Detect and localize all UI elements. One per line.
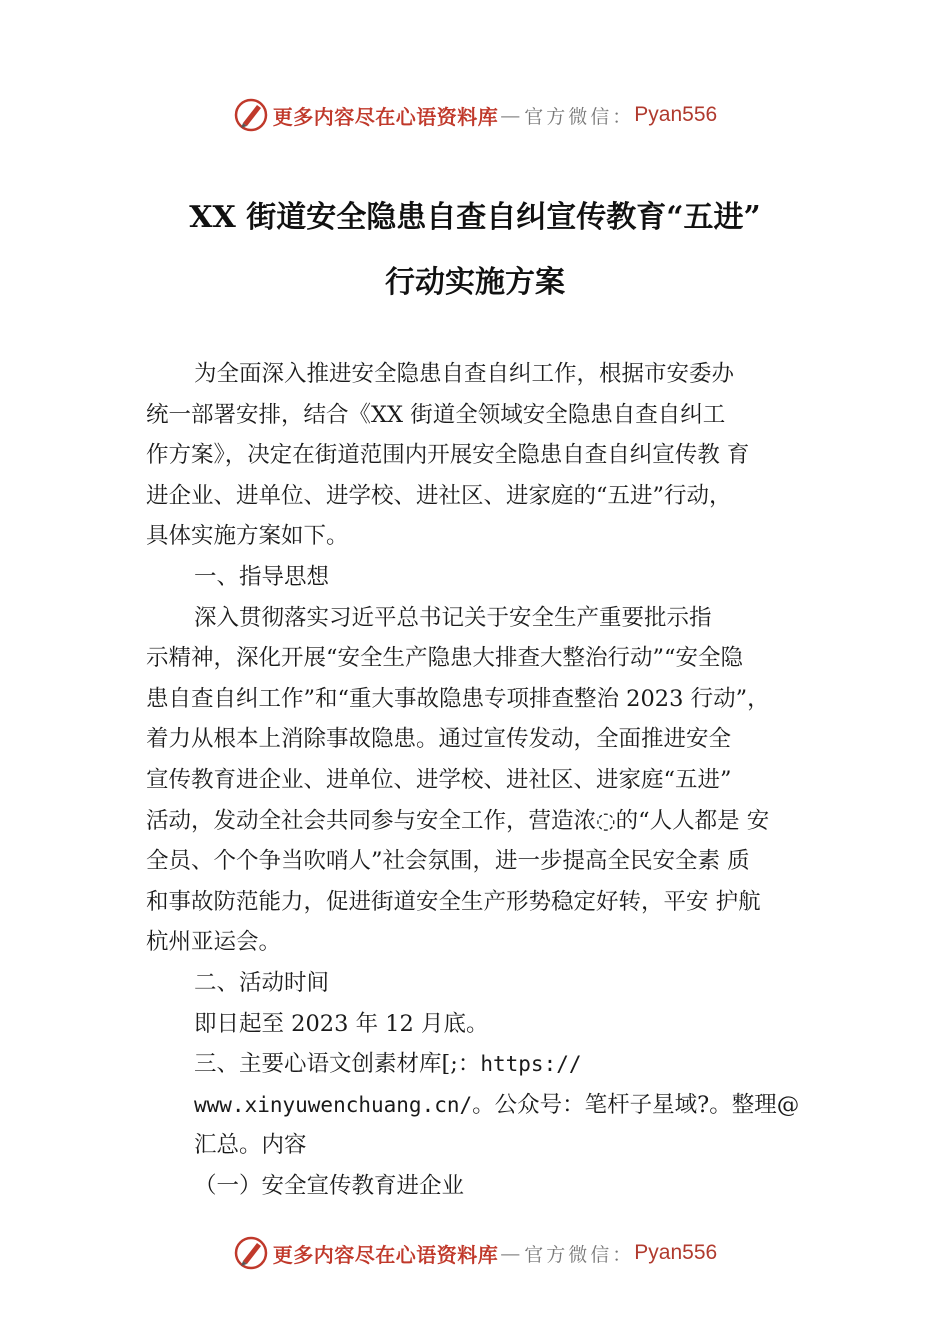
document-title-line-2: 行动实施方案 [385,265,565,300]
section-1-heading: 一、指导思想 [194,563,330,590]
banner-wechat-id: Pyan556 [634,1241,718,1264]
section-3-url-part: https:// [480,1052,582,1077]
section-2-text: 即日起至 2023 年 12 月底。 [194,1010,489,1037]
intro-line: 统一部署安排，结合《XX 街道全领域安全隐患自查自纠工 [146,401,726,428]
section-1-line: 和事故防范能力，促进街道安全生产形势稳定好转，平安 护航 [146,888,761,915]
bottom-watermark-banner [0,1233,950,1273]
pen-logo-icon [233,1235,269,1271]
banner-separator: — [500,1241,523,1265]
section-3-url: www.xinyuwenchuang.cn/ [194,1092,473,1117]
section-1-line: 着力从根本上消除事故隐患。通过宣传发动，全面推进安全 [146,726,732,753]
section-1-line: 全员、个个争当吹哨人”社会氛围，进一步提高全民安全素 质 [146,848,750,875]
section-3-wechat: 。公众号：笔杆子星域?。整理@ [472,1091,800,1118]
section-1-line: 活动，发动全社会共同参与安全工作，营造浓◌的“人人都是 安 [146,807,770,834]
section-1-line: 患自查自纠工作”和“重大事故隐患专项排查整治 2023 行动”， [146,685,770,712]
banner-wechat-label: 官方微信： [524,1243,635,1266]
section-3-heading [146,1044,836,1166]
section-3-label: 三、主要心语文创素材库[;： [194,1051,481,1078]
top-watermark-banner [0,95,950,135]
section-3-line [146,1085,836,1126]
document-body [146,354,836,1206]
intro-line: 具体实施方案如下。 [146,523,349,550]
section-3-line: 汇总。内容 [194,1132,307,1159]
section-1-line: 宣传教育进企业、进单位、进学校、进社区、进家庭“五进” [146,766,732,793]
subsection-1-heading: （一）安全宣传教育进企业 [194,1172,465,1199]
section-1-paragraph [146,598,836,963]
section-3-line [146,1044,836,1085]
pen-logo-icon [233,97,269,133]
intro-line: 作方案》，决定在街道范围内开展安全隐患自查自纠宣传教 育 [146,442,750,469]
banner-wechat-label: 官方微信： [524,105,635,128]
section-1-line: 示精神，深化开展“安全生产隐患大排查大整治行动”“安全隐 [146,645,744,672]
banner-site-text: 更多内容尽在心语资料库 [272,104,499,129]
intro-line: 进企业、进单位、进学校、进社区、进家庭的“五进”行动， [146,482,732,509]
document-title-line-1: XX 街道安全隐患自查自纠宣传教育“五进” [189,200,761,235]
section-2-heading: 二、活动时间 [194,969,330,996]
banner-separator: — [500,103,523,127]
intro-line: 为全面深入推进安全隐患自查自纠工作，根据市安委办 [194,361,735,387]
intro-paragraph [146,354,836,557]
banner-site-text: 更多内容尽在心语资料库 [272,1242,499,1267]
section-1-line: 深入贯彻落实习近平总书记关于安全生产重要批示指 [194,604,712,631]
banner-wechat-id: Pyan556 [634,103,718,126]
section-1-line: 杭州亚运会。 [146,929,282,956]
